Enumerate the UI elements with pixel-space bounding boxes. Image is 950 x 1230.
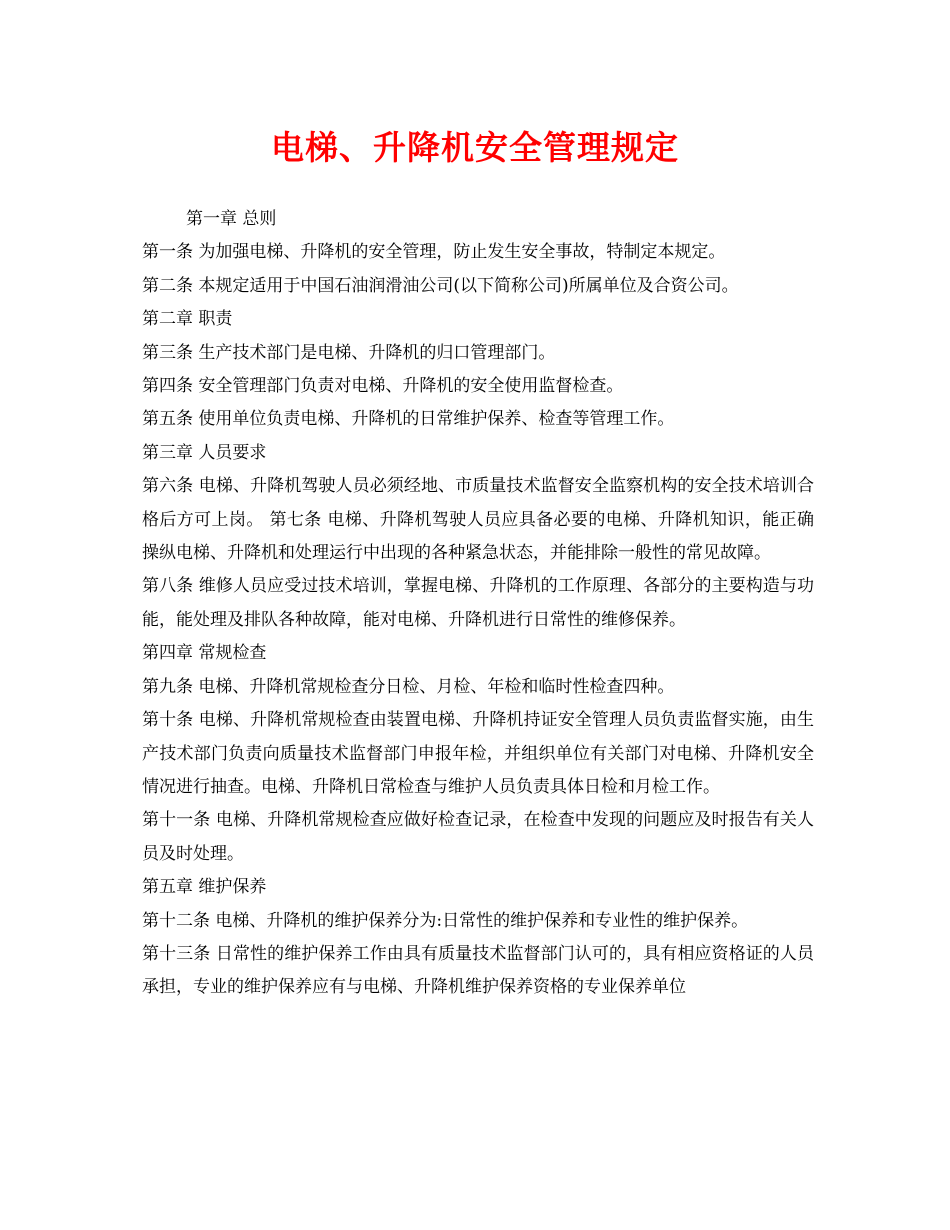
article-paragraph: 第十一条 电梯、升降机常规检查应做好检查记录，在检查中发现的问题应及时报告有关人员及时处理。 [142, 810, 814, 864]
article-paragraph: 第一条 为加强电梯、升降机的安全管理，防止发生安全事故，特制定本规定。 [142, 242, 726, 263]
document-title: 电梯、升降机安全管理规定 [271, 128, 679, 167]
article-paragraph: 第六条 电梯、升降机驾驶人员必须经地、市质量技术监督安全监察机构的安全技术培训合格后方可上岗。 第七条 电梯、升降机驾驶人员应具备必要的电梯、升降机知识，能正确操纵电梯、升降机和处理运行中出现的各种紧急状态，并能排除一般性的常见故障。 [142, 476, 814, 564]
document-body [142, 203, 814, 1005]
article-paragraph: 第九条 电梯、升降机常规检查分日检、月检、年检和临时性检查四种。 [142, 676, 675, 697]
chapter-heading: 第四章 常规检查 [142, 643, 267, 664]
article-paragraph: 第四条 安全管理部门负责对电梯、升降机的安全使用监督检查。 [142, 376, 624, 397]
chapter-heading: 第五章 维护保养 [142, 877, 267, 898]
article-paragraph: 第十条 电梯、升降机常规检查由装置电梯、升降机持证安全管理人员负责监督实施，由生产技术部门负责向质量技术监督部门申报年检，并组织单位有关部门对电梯、升降机安全情况进行抽查。电梯、升降机日常检查与维护人员负责具体日检和月检工作。 [142, 710, 814, 797]
article-paragraph: 第三条 生产技术部门是电梯、升降机的归口管理部门。 [142, 342, 556, 363]
chapter-heading: 第三章 人员要求 [142, 442, 267, 463]
article-paragraph: 第十三条 日常性的维护保养工作由具有质量技术监督部门认可的，具有相应资格证的人员承担，专业的维护保养应有与电梯、升降机维护保养资格的专业保养单位 [142, 943, 814, 998]
chapter-heading: 第一章 总则 [186, 209, 277, 229]
chapter-heading: 第二章 职责 [142, 309, 233, 330]
article-paragraph: 第二条 本规定适用于中国石油润滑油公司(以下简称公司)所属单位及合资公司。 [142, 275, 739, 296]
article-paragraph: 第五条 使用单位负责电梯、升降机的日常维护保养、检查等管理工作。 [142, 409, 675, 430]
article-paragraph: 第十二条 电梯、升降机的维护保养分为:日常性的维护保养和专业性的维护保养。 [142, 910, 749, 931]
article-paragraph: 第八条 维修人员应受过技术培训，掌握电梯、升降机的工作原理、各部分的主要构造与功能，能处理及排队各种故障，能对电梯、升降机进行日常性的维修保养。 [142, 576, 814, 630]
